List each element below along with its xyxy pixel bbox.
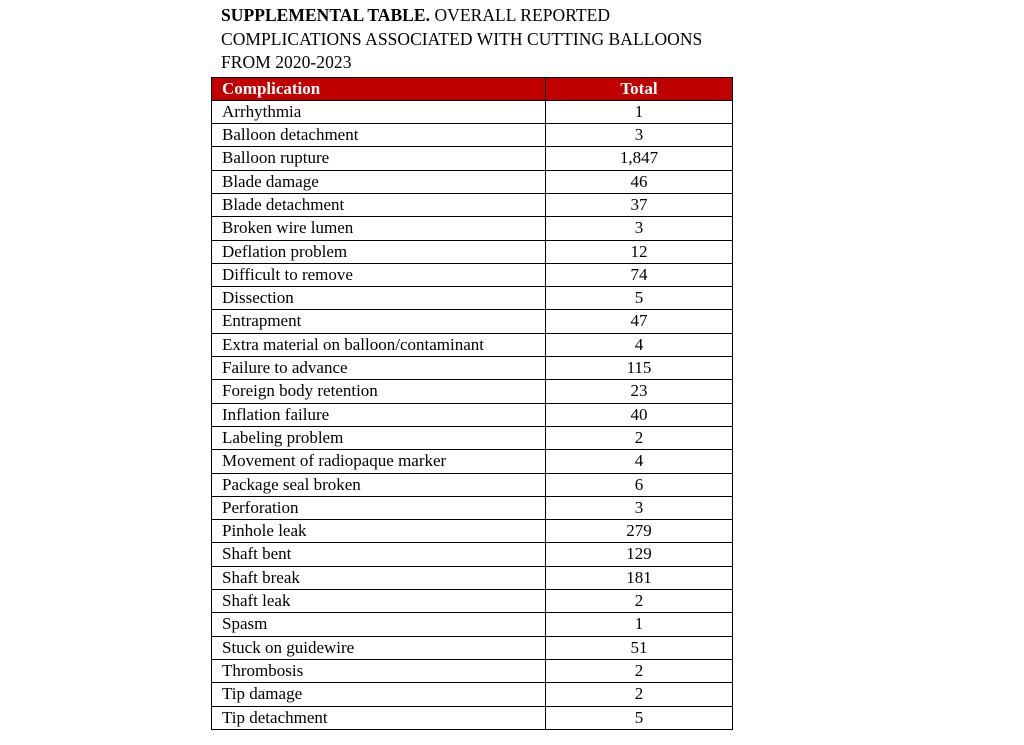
table-row [212, 287, 733, 310]
cell-total: 12 [546, 240, 733, 263]
table-row [212, 496, 733, 519]
cell-complication: Tip damage [212, 683, 546, 706]
table-row [212, 683, 733, 706]
cell-total: 4 [546, 450, 733, 473]
cell-total: 1,847 [546, 147, 733, 170]
cell-complication: Balloon detachment [212, 124, 546, 147]
cell-complication: Entrapment [212, 310, 546, 333]
table-row [212, 263, 733, 286]
cell-total: 37 [546, 193, 733, 216]
table-row [212, 473, 733, 496]
cell-total: 279 [546, 520, 733, 543]
cell-total: 2 [546, 426, 733, 449]
table-row [212, 543, 733, 566]
table-row [212, 380, 733, 403]
cell-total: 2 [546, 683, 733, 706]
cell-total: 23 [546, 380, 733, 403]
table-row [212, 426, 733, 449]
table-row [212, 240, 733, 263]
cell-complication: Labeling problem [212, 426, 546, 449]
table-caption [211, 0, 732, 75]
cell-total: 115 [546, 357, 733, 380]
cell-total: 74 [546, 263, 733, 286]
table-row [212, 357, 733, 380]
column-header-complication: Complication [212, 77, 546, 100]
table-row [212, 217, 733, 240]
cell-complication: Shaft break [212, 566, 546, 589]
cell-complication: Movement of radiopaque marker [212, 450, 546, 473]
cell-total: 181 [546, 566, 733, 589]
cell-total: 2 [546, 659, 733, 682]
column-header-total: Total [546, 77, 733, 100]
cell-complication: Thrombosis [212, 659, 546, 682]
cell-total: 129 [546, 543, 733, 566]
cell-complication: Blade detachment [212, 193, 546, 216]
cell-total: 1 [546, 100, 733, 123]
table-row [212, 310, 733, 333]
cell-total: 3 [546, 124, 733, 147]
cell-total: 1 [546, 613, 733, 636]
table-row [212, 333, 733, 356]
cell-complication: Balloon rupture [212, 147, 546, 170]
cell-complication: Inflation failure [212, 403, 546, 426]
cell-complication: Stuck on guidewire [212, 636, 546, 659]
cell-total: 3 [546, 217, 733, 240]
table-row [212, 659, 733, 682]
table-row [212, 706, 733, 729]
table-row [212, 170, 733, 193]
table-row [212, 450, 733, 473]
cell-complication: Package seal broken [212, 473, 546, 496]
cell-total: 3 [546, 496, 733, 519]
cell-complication: Tip detachment [212, 706, 546, 729]
table-row [212, 403, 733, 426]
cell-total: 5 [546, 287, 733, 310]
cell-complication: Broken wire lumen [212, 217, 546, 240]
table-caption-rest: OVERALL REPORTED COMPLICATIONS ASSOCIATED WITH CUTTING BALLOONS FROM 2020-2023 [221, 5, 703, 72]
table-row [212, 636, 733, 659]
table-row [212, 100, 733, 123]
cell-complication: Foreign body retention [212, 380, 546, 403]
cell-complication: Shaft leak [212, 590, 546, 613]
table-row [212, 566, 733, 589]
complications-table [211, 77, 733, 730]
cell-total: 47 [546, 310, 733, 333]
table-row [212, 124, 733, 147]
supplemental-table-block [211, 0, 732, 730]
cell-complication: Failure to advance [212, 357, 546, 380]
cell-complication: Deflation problem [212, 240, 546, 263]
table-header [212, 77, 733, 100]
cell-total: 46 [546, 170, 733, 193]
table-row [212, 613, 733, 636]
table-header-row [212, 77, 733, 100]
cell-total: 51 [546, 636, 733, 659]
cell-complication: Spasm [212, 613, 546, 636]
table-row [212, 147, 733, 170]
cell-total: 2 [546, 590, 733, 613]
cell-total: 5 [546, 706, 733, 729]
cell-complication: Pinhole leak [212, 520, 546, 543]
cell-total: 4 [546, 333, 733, 356]
cell-complication: Arrhythmia [212, 100, 546, 123]
cell-complication: Dissection [212, 287, 546, 310]
table-row [212, 193, 733, 216]
cell-complication: Difficult to remove [212, 263, 546, 286]
cell-total: 40 [546, 403, 733, 426]
table-row [212, 520, 733, 543]
table-body [212, 100, 733, 729]
cell-complication: Extra material on balloon/contaminant [212, 333, 546, 356]
cell-total: 6 [546, 473, 733, 496]
table-row [212, 590, 733, 613]
cell-complication: Blade damage [212, 170, 546, 193]
cell-complication: Perforation [212, 496, 546, 519]
table-caption-lead: SUPPLEMENTAL TABLE. [221, 5, 431, 25]
cell-complication: Shaft bent [212, 543, 546, 566]
